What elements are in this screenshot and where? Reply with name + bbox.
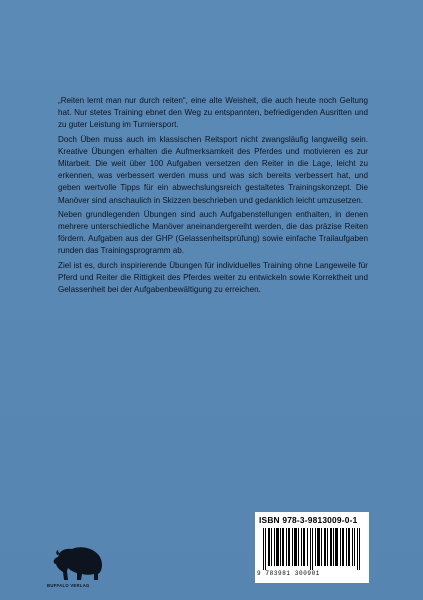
blurb-paragraph-3: Neben grundlegenden Übungen sind auch Aufgabenstellungen enthalten, in denen mehrere unterschiedliche Manöver aneinandergereiht werden, die das präzise Reiten fördern. Aufgaben aus der GHP (Gelassenheitsprüfung) sowie einfache Trailaufgaben runden das Trainingsprogramm ab. [58,209,368,256]
barcode-icon [263,528,361,570]
buffalo-icon [52,546,106,582]
isbn-label: ISBN 978-3-9813009-0-1 [259,515,358,525]
barcode-digits: 9 783981 300901 [257,570,321,577]
isbn-barcode-box [255,512,369,583]
publisher-name: BUFFALO VERLAG [47,583,90,588]
blurb-paragraph-4: Ziel ist es, durch inspirierende Übungen für individuelles Training ohne Langeweile für Pferd und Reiter die Rittigkeit des Pferdes weiter zu entwickeln sowie Korrektheit und Gelassenheit bei der Aufgabenbewältigung zu erreichen. [58,260,368,295]
blurb-paragraph-2: Doch Üben muss auch im klassischen Reitsport nicht zwangsläufig langweilig sein. Kreative Übungen erhalten die Aufmerksamkeit des Pferdes und motivieren es zur Mitarbeit. Die weit über 100 Aufgaben versetzen den Reiter in die Lage, leicht zu erkennen, was verbessert werden muss und was sich bereits verbessert hat, und geben wertvolle Tipps für ein abwechslungsreich gestaltetes Trainingskonzept. Die Manöver sind anschaulich in Skizzen beschrieben und gedanklich leicht umzusetzen. [58,134,368,205]
blurb-paragraph-1: „Reiten lernt man nur durch reiten“, eine alte Weisheit, die auch heute noch Geltung hat. Nur stetes Training ebnet den Weg zu entspannten, befriedigenden Ausritten und zu guter Leistung im Turniersport. [58,96,368,130]
blurb-text [58,95,368,298]
